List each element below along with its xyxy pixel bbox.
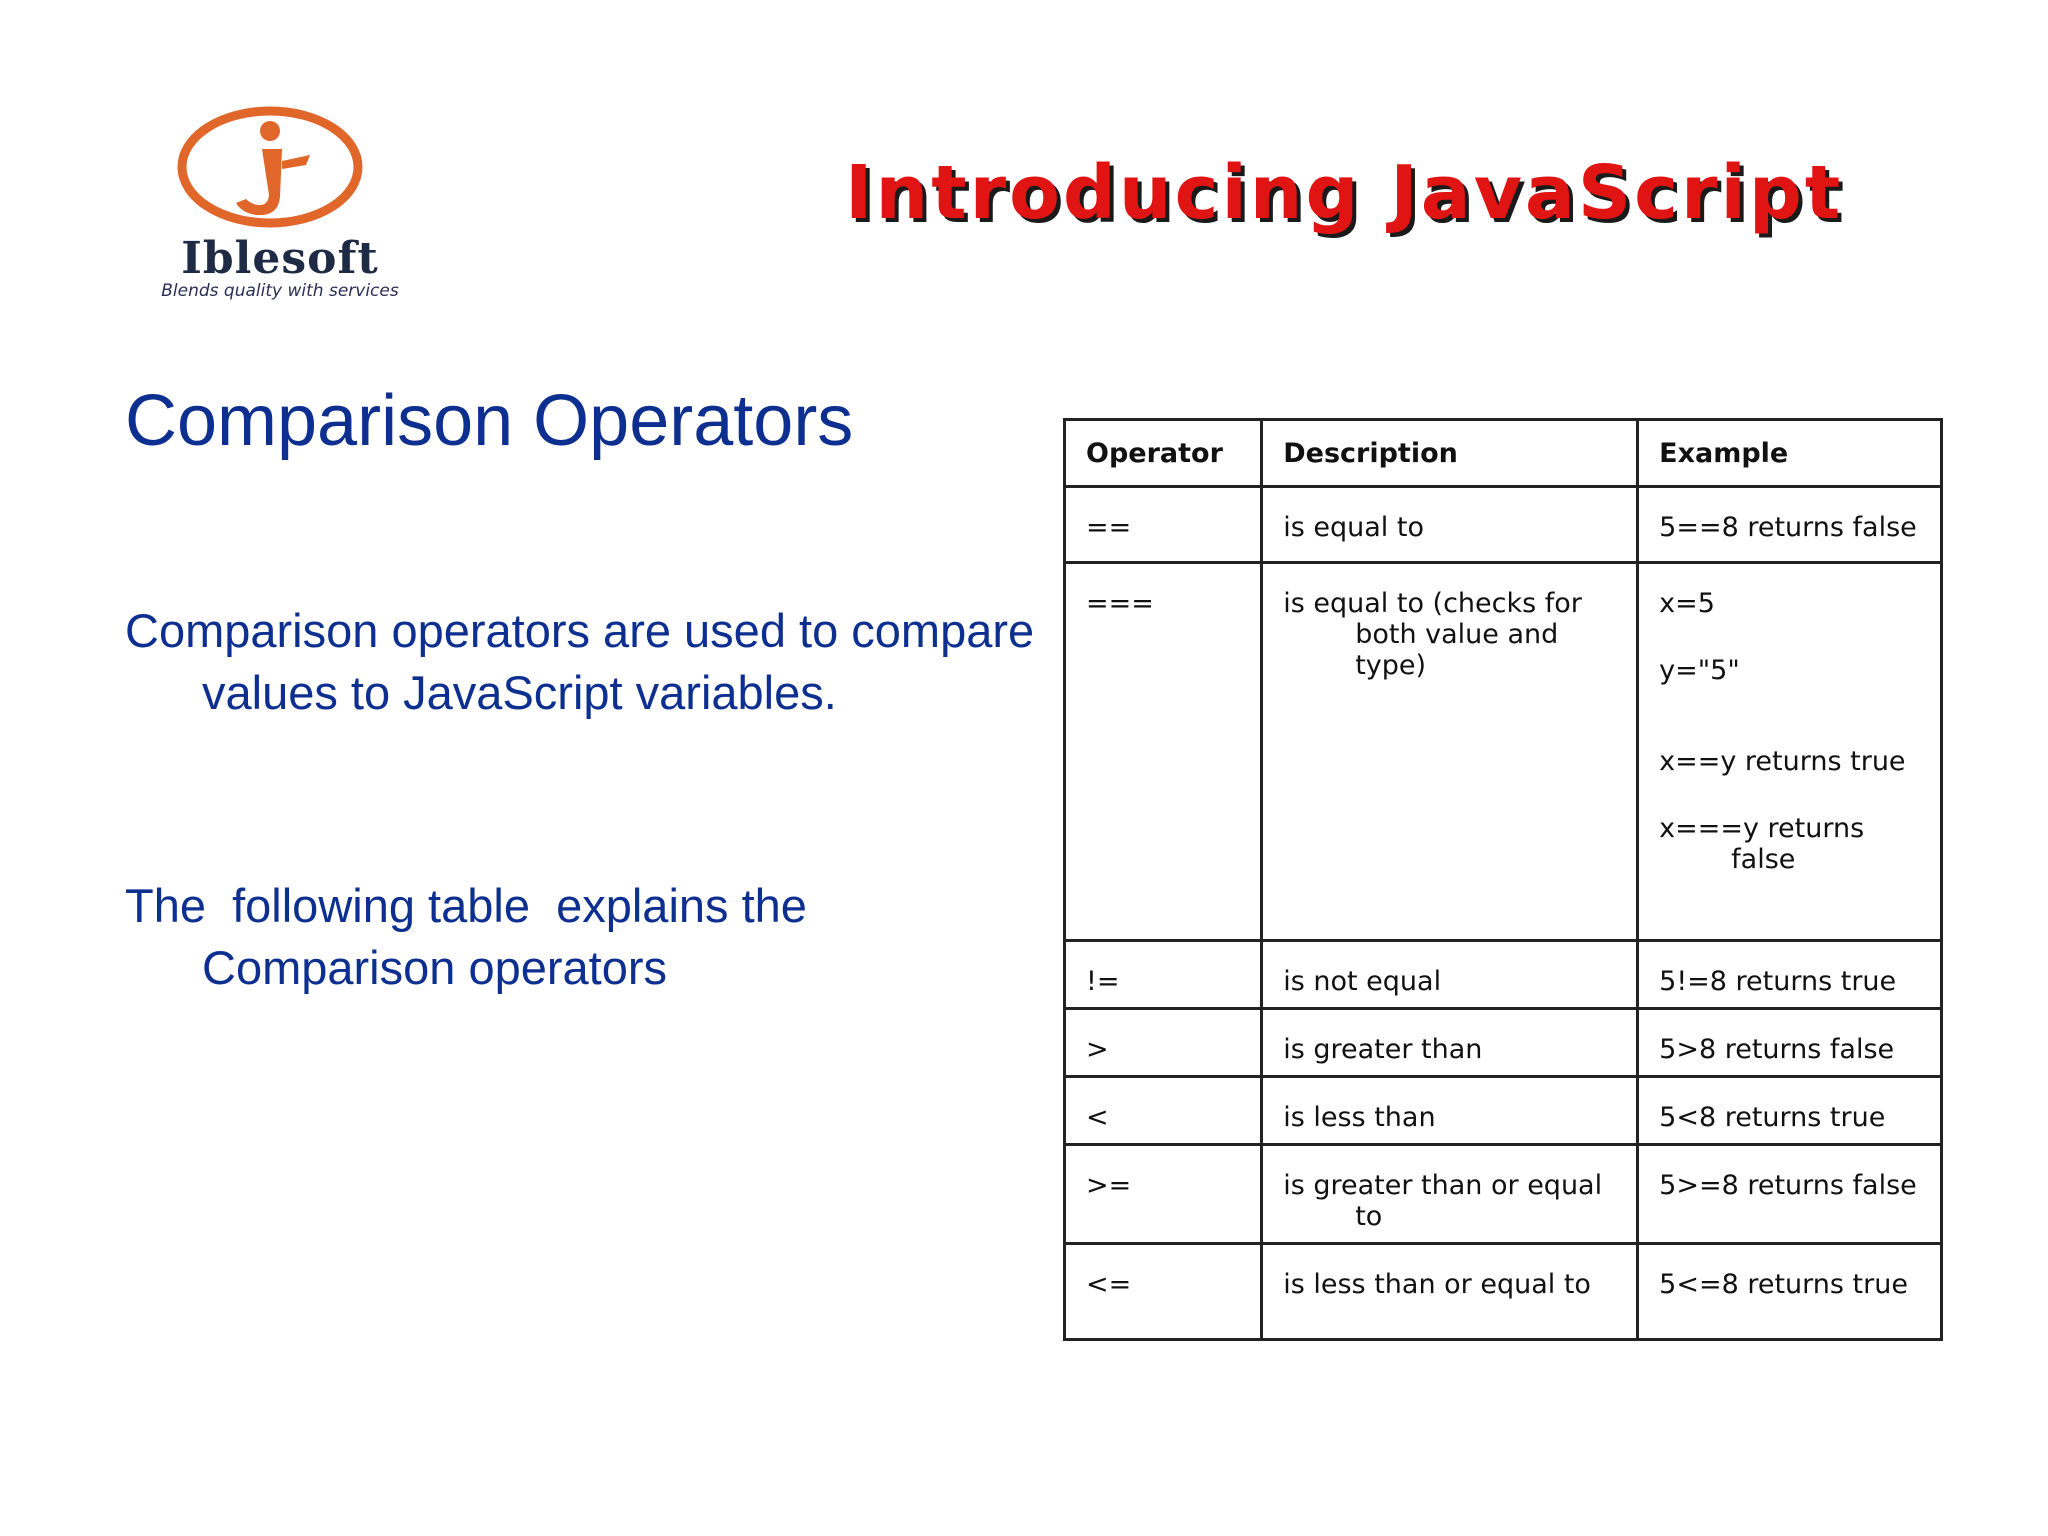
example-cell xyxy=(1638,487,1942,563)
table-header-row xyxy=(1065,420,1942,487)
description-cell: is greater than xyxy=(1262,1009,1638,1077)
operator-cell: < xyxy=(1065,1077,1262,1145)
comparison-operators-table xyxy=(1063,418,1943,1341)
example-line: 5<8 returns true xyxy=(1659,1102,1886,1133)
table-row xyxy=(1065,1244,1942,1340)
example-line: 5!=8 returns true xyxy=(1659,966,1897,997)
example-cell xyxy=(1638,1077,1942,1145)
logo-name: Iblesoft xyxy=(181,233,379,284)
table-intro-paragraph: The following table explains the Comparison operators xyxy=(125,879,820,994)
example-line: 5<=8 returns true xyxy=(1659,1269,1908,1300)
description-cell: is equal to xyxy=(1262,487,1638,563)
company-logo xyxy=(110,105,450,305)
operator-cell: === xyxy=(1065,563,1262,941)
logo-mark-icon xyxy=(170,105,370,233)
example-line: 5>=8 returns false xyxy=(1659,1170,1917,1201)
description-text: is equal to (checks for both value and type) xyxy=(1283,588,1582,681)
description-cell: is less than or equal to xyxy=(1262,1244,1638,1340)
example-line: x===y returns false xyxy=(1659,813,1865,875)
description-cell: is less than xyxy=(1262,1077,1638,1145)
operator-cell: >= xyxy=(1065,1145,1262,1244)
example-line: 5>8 returns false xyxy=(1659,1034,1895,1065)
example-line: x==y returns true xyxy=(1659,746,1906,777)
description-cell xyxy=(1262,563,1638,941)
table-row xyxy=(1065,1009,1942,1077)
header-example: Example xyxy=(1638,420,1942,487)
operator-cell: > xyxy=(1065,1009,1262,1077)
table-row xyxy=(1065,1077,1942,1145)
example-cell xyxy=(1638,563,1942,941)
example-line: 5==8 returns false xyxy=(1659,512,1917,543)
intro-paragraph: Comparison operators are used to compare values to JavaScript variables. xyxy=(125,604,1048,719)
section-heading: Comparison Operators xyxy=(125,381,854,461)
description-cell: is not equal xyxy=(1262,941,1638,1009)
slide-title: Introducing JavaScript xyxy=(845,150,1844,236)
table-row xyxy=(1065,941,1942,1009)
spacer xyxy=(1659,619,1920,655)
example-line: x=5 xyxy=(1659,588,1715,619)
operator-cell: == xyxy=(1065,487,1262,563)
spacer xyxy=(1659,777,1920,813)
operator-cell: <= xyxy=(1065,1244,1262,1340)
example-cell xyxy=(1638,1244,1942,1340)
header-description: Description xyxy=(1262,420,1638,487)
table-row xyxy=(1065,1145,1942,1244)
example-line: y="5" xyxy=(1659,655,1740,686)
spacer xyxy=(1659,686,1920,746)
table-row xyxy=(1065,563,1942,941)
example-cell xyxy=(1638,1145,1942,1244)
header-operator: Operator xyxy=(1065,420,1262,487)
description-text: is greater than or equal to xyxy=(1283,1170,1603,1232)
example-cell xyxy=(1638,1009,1942,1077)
table-row xyxy=(1065,487,1942,563)
logo-tagline: Blends quality with services xyxy=(161,281,399,301)
example-cell xyxy=(1638,941,1942,1009)
description-cell xyxy=(1262,1145,1638,1244)
operator-cell: != xyxy=(1065,941,1262,1009)
